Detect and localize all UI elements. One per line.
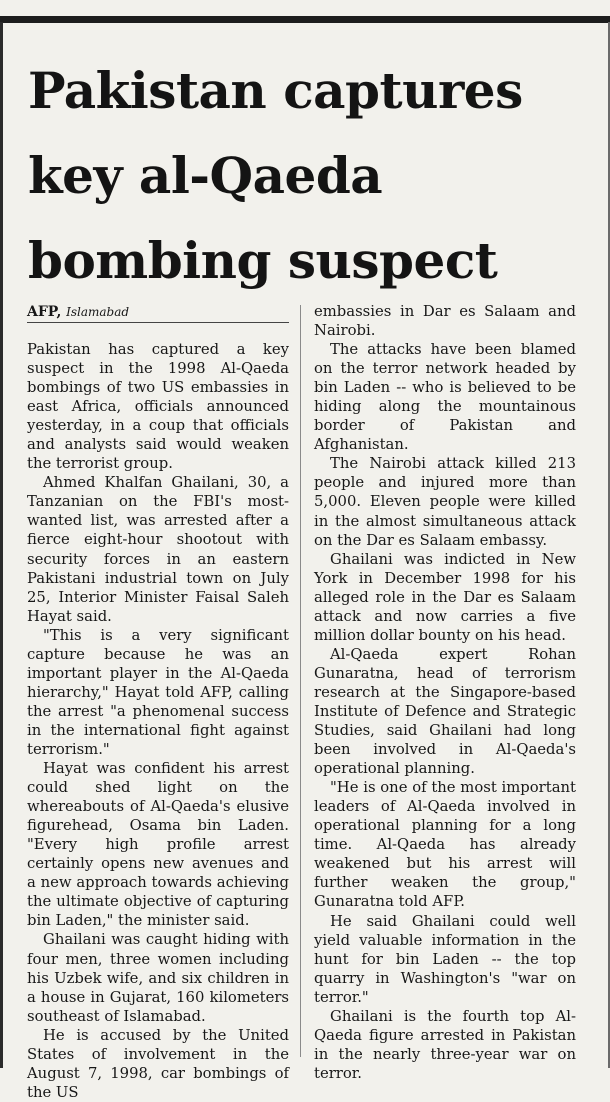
headline [28, 48, 588, 303]
paragraph-left-2: Ahmed Khalfan Ghailani, 30, a Tanzanian on the FBI's most-wanted list, was arrested after a fierce eight-hour shootout with security forces in an eastern Pakistani industrial town on July 25, Interior Minister Faisal Saleh Hayat said. [27, 474, 289, 625]
clipping-top-border [0, 0, 610, 23]
byline-rule [27, 322, 289, 323]
paragraph-left-5: Ghailani was caught hiding with four men, three women including his Uzbek wife, and six children in a house in Gujarat, 160 kilometers southeast of Islamabad. [27, 931, 289, 1025]
paragraph-right-1: embassies in Dar es Salaam and Nairobi. [314, 303, 576, 340]
paragraph-right-3: The Nairobi attack killed 213 people and injured more than 5,000. Eleven people were killed in the almost simultaneous attack on the Dar es Salaam embassy. [314, 455, 576, 549]
column-divider [300, 305, 301, 1057]
paragraph-right-8: Ghailani is the fourth top Al-Qaeda figure arrested in Pakistan in the nearly three-year war on terror. [314, 1007, 576, 1082]
paragraph-left-3: "This is a very significant capture because he was an important player in the Al-Qaeda hierarchy," Hayat told AFP, calling the arrest "a phenomenal success in the international fight against terrorism." [27, 626, 289, 758]
paragraph-right-7: He said Ghailani could well yield valuable information in the hunt for bin Laden -- the top quarry in Washington's "war on terror." [314, 912, 576, 1006]
paragraph-right-5: Al-Qaeda expert Rohan Gunaratna, head of terrorism research at the Singapore-based Institute of Defence and Strategic Studies, said Ghailani had long been involved in Al-Qaeda's operational planning. [314, 645, 576, 778]
byline-place: Islamabad [66, 305, 130, 319]
clipping-left-rule [0, 22, 3, 1068]
article-column-right [314, 302, 576, 1083]
article-column-left [27, 302, 289, 1102]
headline-line-1: Pakistan captures [28, 61, 523, 120]
headline-line-2: key al-Qaeda [28, 146, 383, 205]
byline-agency: AFP, [27, 304, 62, 320]
paragraph-left-1: Pakistan has captured a key suspect in the 1998 Al-Qaeda bombings of two US embassies in east Africa, officials announced yesterday, in a coup that officials and analysts said would weaken the terrorist group. [27, 341, 289, 473]
headline-line-3: bombing suspect [28, 231, 498, 290]
paragraph-left-4: Hayat was confident his arrest could shed light on the whereabouts of Al-Qaeda's elusive figurehead, Osama bin Laden. "Every high profile arrest certainly opens new avenues and a new approach towards achieving the ultimate objective of capturing bin Laden," the minister said. [27, 760, 289, 930]
byline [27, 302, 289, 321]
paragraph-right-4: Ghailani was indicted in New York in December 1998 for his alleged role in the Dar es Salaam attack and now carries a five million dollar bounty on his head. [314, 550, 576, 644]
paragraph-right-2: The attacks have been blamed on the terror network headed by bin Laden -- who is believed to be hiding along the mountainous border of Pakistan and Afghanistan. [314, 341, 576, 454]
paragraph-right-6: "He is one of the most important leaders of Al-Qaeda involved in operational planning for a long time. Al-Qaeda has already weakened but his arrest will further weaken the group," Gunaratna told AFP. [314, 779, 576, 911]
paragraph-left-6: He is accused by the United States of involvement in the August 7, 1998, car bombings of the US [27, 1026, 289, 1101]
